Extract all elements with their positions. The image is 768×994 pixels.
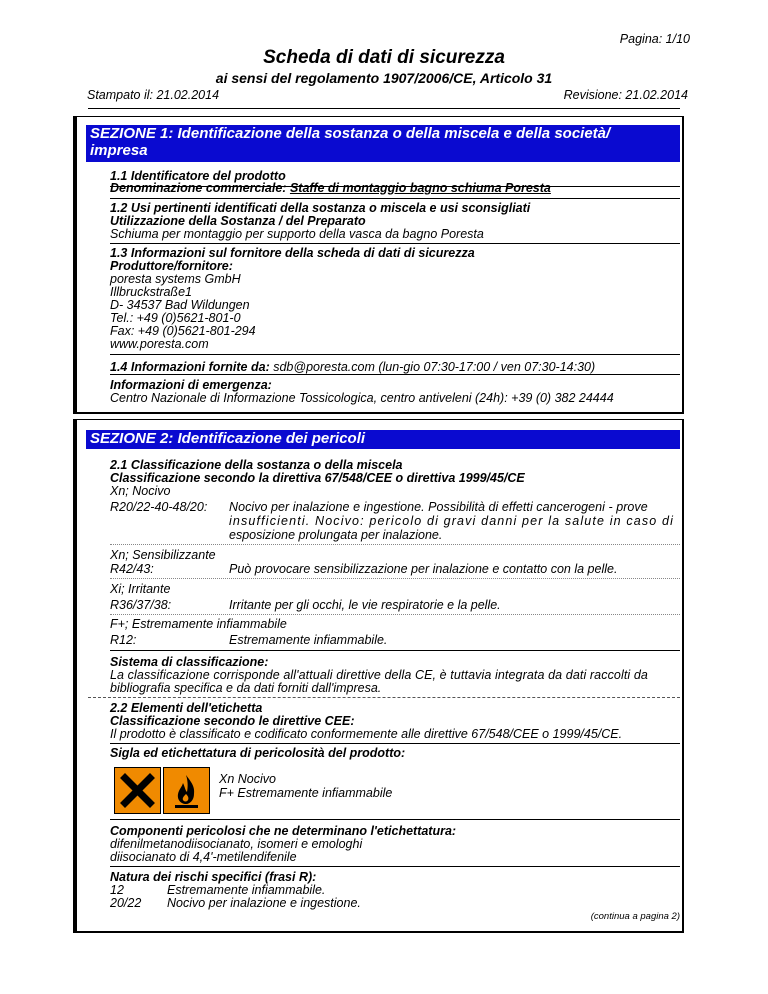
heading-2-1: 2.1 Classificazione della sostanza o della miscela: [110, 458, 403, 472]
use-label: Utilizzazione della Sostanza / del Preparato: [110, 214, 366, 228]
producer-line: poresta systems GmbH: [110, 272, 241, 286]
divider: [110, 650, 680, 651]
risk-code: 20/22: [110, 896, 142, 910]
page-number: Pagina: 1/10: [619, 32, 690, 46]
header-divider: [88, 108, 680, 109]
r-text: esposizione prolungata per inalazione.: [229, 528, 443, 542]
r-text: Irritante per gli occhi, le vie respiratorie e la pelle.: [229, 598, 501, 612]
divider: [110, 866, 680, 867]
system-label: Sistema di classificazione:: [110, 655, 269, 669]
producer-label: Produttore/fornitore:: [110, 259, 233, 273]
heading-1-2: 1.2 Usi pertinenti identificati della sostanza o miscela e usi sconsigliati: [110, 201, 531, 215]
risk-text: Nocivo per inalazione e ingestione.: [167, 896, 361, 910]
system-text: bibliografia specifica e da dati forniti dall'impresa.: [110, 681, 382, 695]
heading-2-2: 2.2 Elementi dell'etichetta: [110, 701, 263, 715]
classification-text: Il prodotto è classificato e codificato conformemente alle direttive 67/548/CEE o 1999/45/CE.: [110, 727, 623, 741]
use-value: Schiuma per montaggio per supporto della vasca da bagno Poresta: [110, 227, 484, 241]
class-fplus: F+; Estremamente infiammabile: [110, 617, 287, 631]
r-code: R20/22-40-48/20:: [110, 500, 208, 514]
divider: [110, 243, 680, 244]
class-xn-sens: Xn; Sensibilizzante: [110, 548, 216, 562]
r-code: R12:: [110, 633, 137, 647]
risk-code: 12: [110, 883, 124, 897]
components-label: Componenti pericolosi che ne determinano l'etichettatura:: [110, 824, 457, 838]
harmful-x-icon: [114, 767, 161, 814]
r-text: Nocivo per inalazione e ingestione. Possibilità di effetti cancerogeni - prove: [229, 500, 648, 514]
system-text: La classificazione corrisponde all'attuali direttive della CE, è tuttavia integrata da dati raccolti da: [110, 668, 648, 682]
divider: [110, 354, 680, 355]
component-item: diisocianato di 4,4'-metilendifenile: [110, 850, 297, 864]
section-1-title-line1: SEZIONE 1: Identificazione della sostanza o della miscela e della società/: [90, 125, 611, 142]
r-code: R42/43:: [110, 562, 154, 576]
heading-2-2-classification: Classificazione secondo le direttive CEE:: [110, 714, 355, 728]
dotted-divider: [110, 578, 680, 579]
class-xn-nocivo: Xn; Nocivo: [110, 484, 171, 498]
info-provided-row: [110, 360, 595, 374]
symbol-fplus-label: F+ Estremamente infiammabile: [219, 786, 393, 800]
printed-date: Stampato il: 21.02.2014: [87, 88, 220, 102]
r-phrase-row: [110, 500, 207, 514]
continued-note: (continua a pagina 2): [590, 911, 680, 922]
dotted-divider: [110, 544, 680, 545]
document-title: Scheda di dati di sicurezza: [263, 47, 505, 68]
trade-name-value: Staffe di montaggio bagno schiuma Poresta: [289, 181, 551, 195]
divider: [110, 374, 680, 375]
revision-date: Revisione: 21.02.2014: [563, 88, 688, 102]
component-item: difenilmetanodiisocianato, isomeri e emologhi: [110, 837, 363, 851]
dotted-divider: [110, 614, 680, 615]
risk-text: Estremamente infiammabile.: [167, 883, 326, 897]
heading-1-3: 1.3 Informazioni sul fornitore della scheda di dati di sicurezza: [110, 246, 475, 260]
divider: [110, 819, 680, 820]
section-2-title: SEZIONE 2: Identificazione dei pericoli: [86, 430, 680, 449]
class-xi: Xi; Irritante: [110, 582, 171, 596]
trade-name-row: [110, 181, 551, 195]
info-provided-value: sdb@poresta.com (lun-gio 07:30-17:00 / ven 07:30-14:30): [273, 360, 596, 374]
r-text: Può provocare sensibilizzazione per inalazione e contatto con la pelle.: [229, 562, 618, 576]
producer-website: www.poresta.com: [110, 337, 209, 351]
section-1-title: [86, 125, 680, 162]
producer-line: Illbruckstraße1: [110, 285, 192, 299]
producer-line: Fax: +49 (0)5621-801-294: [110, 324, 256, 338]
info-provided-label: 1.4 Informazioni fornite da:: [110, 360, 270, 374]
r-text: insufficienti. Nocivo: pericolo di gravi danni per la salute in caso di: [229, 514, 675, 528]
risks-label: Natura dei rischi specifici (frasi R):: [110, 870, 317, 884]
r-text: Estremamente infiammabile.: [229, 633, 388, 647]
section-1-title-line2: impresa: [90, 142, 148, 159]
flame-icon: [163, 767, 210, 814]
heading-1-1: 1.1 Identificatore del prodotto: [110, 169, 286, 183]
symbols-label: Sigla ed etichettatura di pericolosità del prodotto:: [110, 746, 406, 760]
producer-line: Tel.: +49 (0)5621-801-0: [110, 311, 241, 325]
r-code: R36/37/38:: [110, 598, 172, 612]
document-subtitle: ai sensi del regolamento 1907/2006/CE, Articolo 31: [215, 70, 553, 86]
producer-line: D- 34537 Bad Wildungen: [110, 298, 250, 312]
emergency-value: Centro Nazionale di Informazione Tossicologica, centro antiveleni (24h): +39 (0) 382 24444: [110, 391, 614, 405]
symbol-xn-label: Xn Nocivo: [219, 772, 276, 786]
dashed-divider: [88, 697, 680, 698]
heading-2-1-classification: Classificazione secondo la direttiva 67/548/CEE o direttiva 1999/45/CE: [110, 471, 525, 485]
divider: [110, 198, 680, 199]
divider: [110, 743, 680, 744]
trade-name-label: Denominazione commerciale:: [110, 181, 287, 195]
emergency-label: Informazioni di emergenza:: [110, 378, 272, 392]
